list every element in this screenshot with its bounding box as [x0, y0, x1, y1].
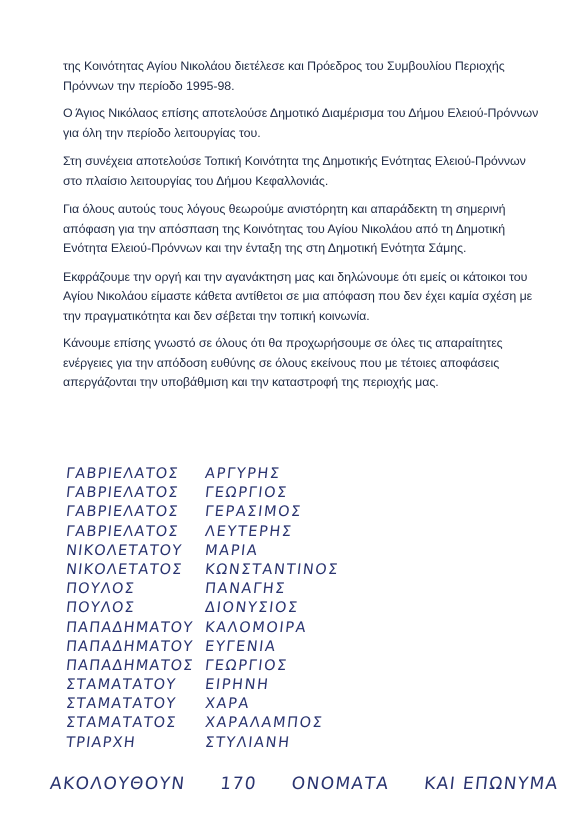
signature-given-name: ΠΑΝΑΓΗΣ — [204, 581, 287, 598]
paragraph: Κάνουμε επίσης γνωστό σε όλους ότι θα προχωρήσουμε σε όλες τις απαραίτητες ενέργειες για την απόδοση ευθύνης σε όλους εκείνους που με τέτοιες αποφάσεις απεργάζονται την υποβάθμιση και την καταστροφή της περιοχής μας. — [63, 336, 503, 389]
signature-given-name: ΓΕΡΑΣΙΜΟΣ — [204, 504, 303, 521]
letter-body — [63, 57, 541, 404]
signature-row — [66, 504, 526, 523]
signature-given-name: ΑΡΓΥΡΗΣ — [204, 466, 282, 482]
signature-row — [66, 543, 526, 562]
signature-given-name: ΚΩΝΣΤΑΝΤΙΝΟΣ — [204, 561, 340, 578]
signature-surname: ΓΑΒΡΙΕΛΑΤΟΣ — [65, 504, 180, 521]
footer-word: ΟΝΟΜΑΤΑ — [290, 774, 391, 794]
signature-given-name: ΛΕΥΤΕΡΗΣ — [204, 523, 294, 540]
signature-row — [66, 524, 526, 543]
signature-surname: ΓΑΒΡΙΕΛΑΤΟΣ — [65, 466, 180, 482]
signature-surname: ΣΤΑΜΑΤΑΤΟΣ — [65, 715, 178, 732]
signature-surname: ΣΤΑΜΑΤΑΤΟΥ — [65, 696, 178, 713]
signature-given-name: ΧΑΡΑΛΑΜΠΟΣ — [204, 715, 325, 732]
signature-row — [66, 715, 526, 734]
signature-given-name: ΕΥΓΕΝΙΑ — [204, 638, 278, 655]
signature-surname: ΠΟΥΛΟΣ — [65, 581, 136, 598]
signature-surname: ΝΙΚΟΛΕΤΑΤΟΣ — [65, 561, 184, 578]
paragraph: Στη συνέχεια αποτελούσε Τοπική Κοινότητα της Δημοτικής Ενότητας Ελειού-Πρόννων στο πλαίσιο λειτουργίας του Δήμου Κεφαλλονιάς. — [63, 154, 526, 188]
signature-surname: ΠΟΥΛΟΣ — [65, 600, 136, 617]
paragraph: Εκφράζουμε την οργή και την αγανάκτηση μας και δηλώνουμε ότι εμείς οι κάτοικοι του Αγίου Νικολάου είμαστε κάθετα αντίθετοι σε μια απόφαση που δεν έχει καμία σχέση με την πραγματικότητα και δεν σέβεται την τοπική κοινωνία. — [63, 269, 533, 323]
signature-surname: ΤΡΙΑΡΧΗ — [65, 734, 137, 751]
signature-surname: ΠΑΠΑΔΗΜΑΤΟΥ — [65, 619, 195, 636]
signature-row — [66, 735, 526, 754]
footer-word: ΚΑΙ ΕΠΩΝΥΜΑ — [423, 774, 560, 794]
paragraph: της Κοινότητας Αγίου Νικολάου διετέλεσε και Πρόεδρος του Συμβουλίου Περιοχής Πρόννων την περίοδο 1995-98. — [63, 59, 505, 93]
signature-row — [66, 677, 526, 696]
signature-surname: ΣΤΑΜΑΤΑΤΟΥ — [65, 677, 178, 694]
signature-given-name: ΣΤΥΛΙΑΝΗ — [204, 734, 292, 751]
signature-row — [66, 485, 526, 504]
signature-row — [66, 600, 526, 619]
footer-word: ΑΚΟΛΟΥΘΟΥΝ — [48, 774, 187, 794]
signature-row — [66, 620, 526, 639]
signature-row — [66, 562, 526, 581]
footer-note — [49, 774, 560, 794]
signature-row — [66, 696, 526, 715]
signature-row — [66, 466, 526, 485]
signature-given-name: ΔΙΟΝΥΣΙΟΣ — [204, 600, 300, 617]
signature-given-name: ΓΕΩΡΓΙΟΣ — [204, 485, 289, 502]
signature-list — [66, 466, 526, 754]
signature-surname: ΝΙΚΟΛΕΤΑΤΟΥ — [65, 542, 184, 559]
signature-given-name: ΕΙΡΗΝΗ — [204, 677, 271, 694]
footer-word: 170 — [219, 774, 258, 794]
signature-row — [66, 658, 526, 677]
signature-row — [66, 639, 526, 658]
signature-given-name: ΓΕΩΡΓΙΟΣ — [204, 657, 289, 674]
paragraph: Ο Άγιος Νικόλαος επίσης αποτελούσε Δημοτικό Διαμέρισμα του Δήμου Ελειού-Πρόννων για όλη την περίοδο λειτουργίας του. — [63, 106, 539, 140]
signature-surname: ΠΑΠΑΔΗΜΑΤΟΣ — [65, 657, 195, 674]
paragraph: Για όλους αυτούς τους λόγους θεωρούμε ανιστόρητη και απαράδεκτη τη σημερινή απόφαση για την απόσπαση της Κοινότητας του Αγίου Νικολάου από τη Δημοτική Ενότητα Ελειού-Πρόννων και την ένταξη της στη Δημοτική Ενότητα Σάμης. — [63, 202, 506, 255]
signature-given-name: ΚΑΛΟΜΟΙΡΑ — [204, 619, 308, 636]
signature-surname: ΓΑΒΡΙΕΛΑΤΟΣ — [65, 485, 180, 502]
signature-row — [66, 581, 526, 600]
signature-surname: ΠΑΠΑΔΗΜΑΤΟΥ — [65, 638, 195, 655]
signature-given-name: ΧΑΡΑ — [204, 696, 251, 713]
signature-surname: ΓΑΒΡΙΕΛΑΤΟΣ — [65, 523, 180, 540]
signature-given-name: ΜΑΡΙΑ — [204, 542, 260, 559]
